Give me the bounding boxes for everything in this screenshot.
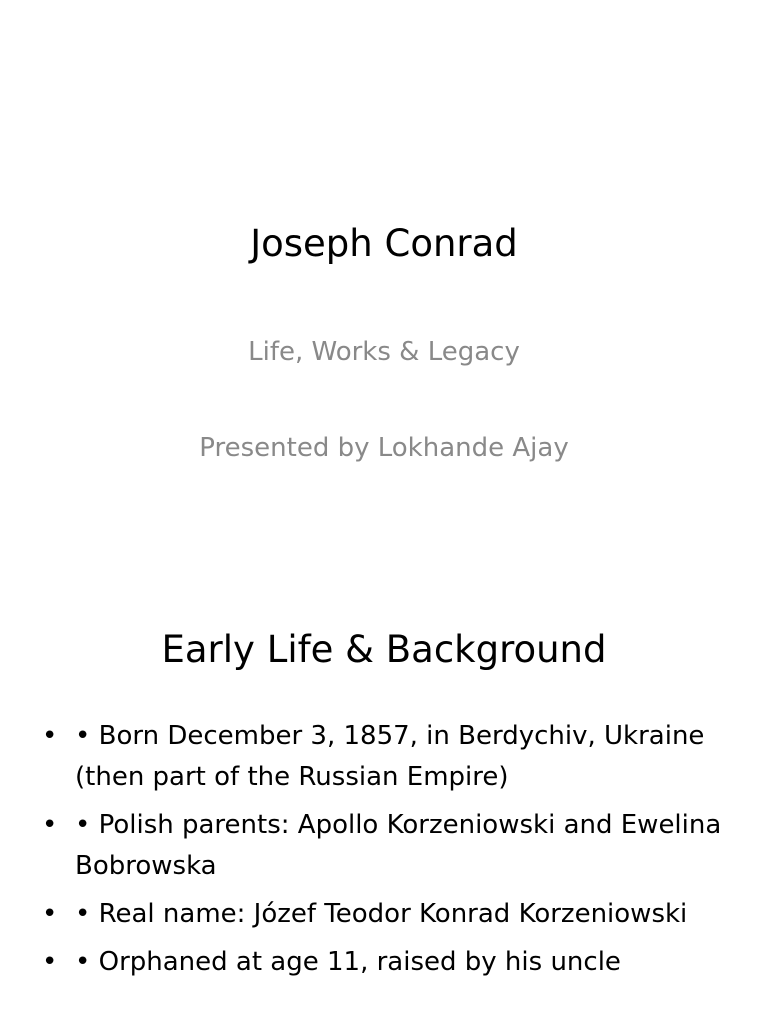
bullet-marker-icon: •: [42, 810, 58, 840]
slide-heading: Early Life & Background: [161, 628, 607, 671]
bullet-item: [42, 716, 742, 798]
bullet-item: [42, 942, 742, 983]
presentation-title: Joseph Conrad: [250, 222, 518, 265]
bullet-marker-icon: •: [42, 899, 58, 929]
bullet-text: • Real name: Józef Teodor Konrad Korzeniowski: [75, 899, 688, 929]
bullet-text: • Born December 3, 1857, in Berdychiv, Ukraine (then part of the Russian Empire): [75, 721, 705, 792]
bullet-item: [42, 894, 742, 935]
presenter-name: Presented by Lokhande Ajay: [199, 433, 569, 463]
bullet-text: • Orphaned at age 11, raised by his uncle: [75, 947, 621, 977]
early-life-slide: [0, 576, 768, 1024]
presentation-subtitle: Life, Works & Legacy: [248, 337, 520, 367]
bullet-list: [42, 716, 742, 990]
bullet-marker-icon: •: [42, 947, 58, 977]
bullet-item: [42, 805, 742, 887]
bullet-text: • Polish parents: Apollo Korzeniowski and Ewelina Bobrowska: [75, 810, 722, 881]
bullet-marker-icon: •: [42, 721, 58, 751]
